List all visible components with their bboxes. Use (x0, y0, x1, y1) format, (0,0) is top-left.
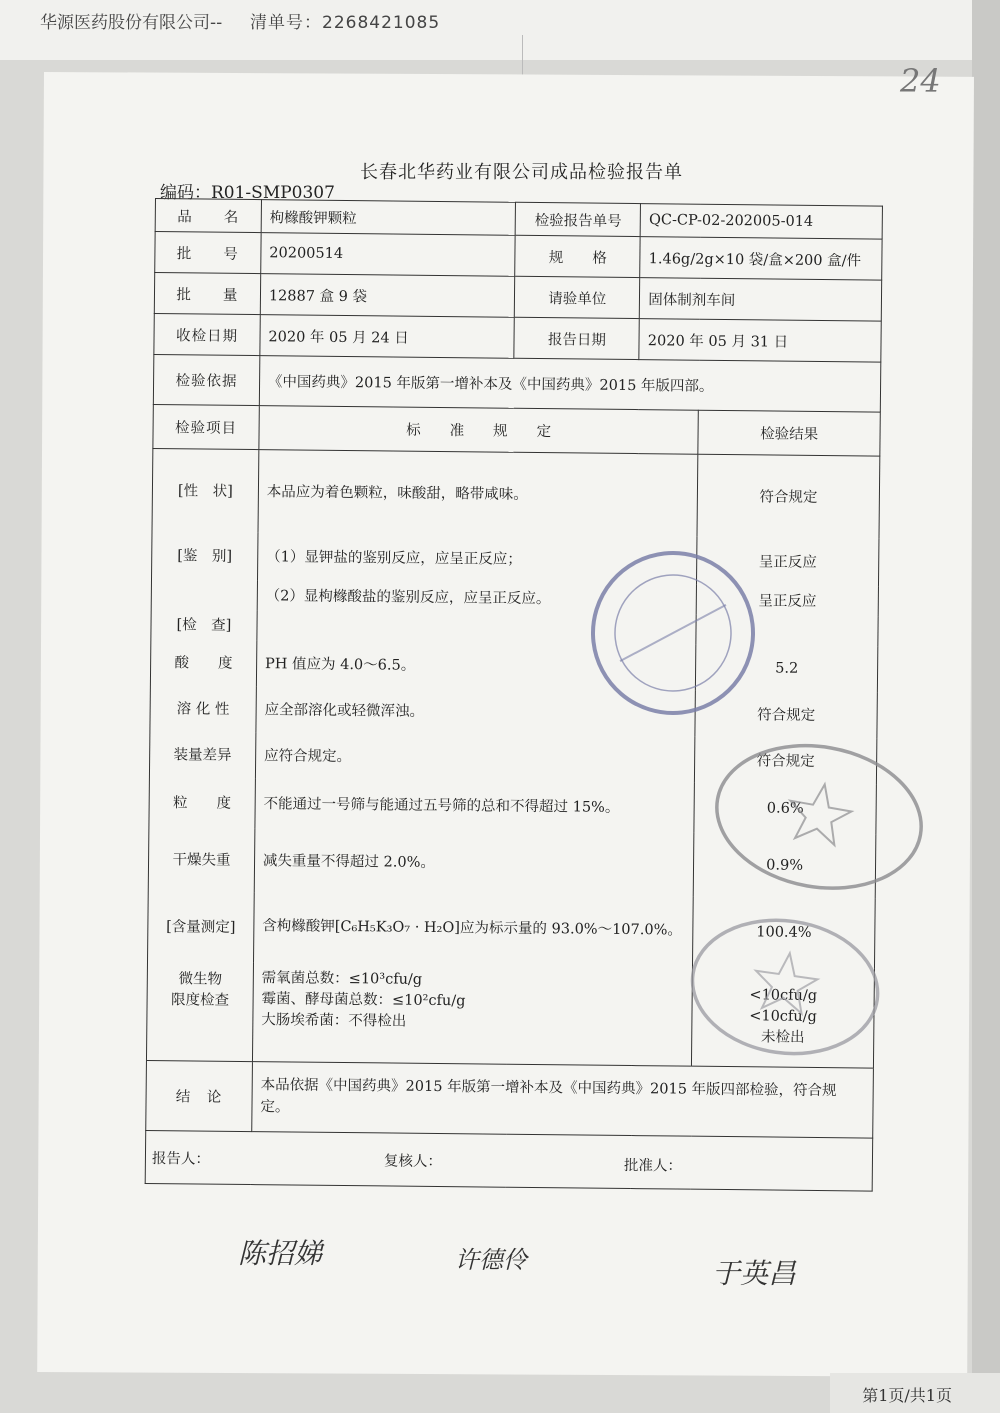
item-fill-variation: 装量差异 (149, 730, 255, 777)
label-report-no: 检验报告单号 (516, 202, 641, 236)
item-microbial-line1: 微生物 (178, 970, 223, 988)
header-list-no (250, 8, 440, 33)
item-particle-size: 粒 度 (149, 776, 255, 827)
signature-cell (145, 1130, 873, 1191)
label-conclusion: 结 论 (146, 1060, 253, 1131)
doc-code: 编码：R01-SMP0307 (160, 183, 335, 203)
label-product: 品 名 (155, 199, 261, 233)
label-qty: 批 量 (154, 273, 260, 315)
value-report-date: 2020 年 05 月 31 日 (639, 319, 881, 363)
table-row (153, 404, 880, 456)
table-row (152, 448, 880, 538)
table-row (150, 638, 877, 692)
value-qty: 12887 盒 9 袋 (260, 274, 515, 318)
std-microbial-aerobic: 需氧菌总数：≤10³cfu/g (261, 969, 423, 988)
std-acidity: PH 值应为 4.0～6.5。 (256, 640, 696, 691)
res-microbial-ecoli: 未检出 (760, 1028, 805, 1046)
std-fill-variation: 应符合规定。 (255, 732, 695, 783)
page-indicator-text: 第1页/共1页 (862, 1386, 952, 1405)
item-appearance: [性 状] (152, 448, 259, 531)
label-recv-date: 收检日期 (154, 313, 260, 355)
item-loss-on-drying: 干燥失重 (148, 826, 255, 891)
res-loss-on-drying: 0.9% (693, 832, 875, 898)
table-row (150, 684, 877, 738)
res-solubility: 符合规定 (695, 690, 877, 738)
std-microbial-ecoli: 大肠埃希菌：不得检出 (261, 1011, 407, 1030)
value-batch: 20200514 (261, 233, 516, 277)
header-list-no-value: 2268421085 (322, 13, 441, 33)
label-requester: 请验单位 (515, 276, 640, 318)
res-fill-variation: 符合规定 (695, 736, 877, 784)
value-basis: 《中国药典》2015 年版第一增补本及《中国药典》2015 年版四部。 (259, 356, 881, 413)
value-conclusion: 本品依据《中国药典》2015 年版第一增补本及《中国药典》2015 年版四部检验，符合规定。 (252, 1062, 874, 1139)
std-particle-size: 不能通过一号筛与能通过五号筛的总和不得超过 15%。 (255, 778, 695, 833)
label-batch: 批 号 (155, 232, 261, 274)
item-solubility: 溶 化 性 (150, 684, 256, 731)
std-loss-on-drying: 减失重量不得超过 2.0%。 (254, 828, 694, 897)
item-identification: [鉴 别] (152, 530, 258, 579)
std-microbial (252, 962, 692, 1067)
scan-margin (972, 0, 1000, 1413)
res-assay: 100.4% (693, 896, 876, 968)
item-identification-2 (151, 578, 257, 609)
reviewer-label: 复核人： (383, 1153, 443, 1171)
value-product: 枸橼酸钾颗粒 (261, 200, 516, 236)
approver-signature: 于英昌 (712, 1257, 797, 1290)
value-recv-date: 2020 年 05 月 24 日 (260, 315, 515, 359)
res-microbial-mold: <10cfu/g (749, 1007, 817, 1025)
res-identification-1: 呈正反应 (697, 536, 879, 586)
header-standard: 标 准 规 定 (259, 406, 699, 455)
value-spec: 1.46g/2g×10 袋/盒×200 盒/件 (640, 237, 882, 281)
res-appearance: 符合规定 (697, 454, 880, 538)
table-row (153, 354, 880, 412)
std-solubility: 应全部溶化或轻微浑浊。 (256, 686, 696, 737)
label-basis: 检验依据 (153, 354, 259, 405)
value-report-no: QC-CP-02-202005-014 (640, 204, 882, 240)
res-particle-size: 0.6% (694, 782, 876, 834)
item-microbial-line2: 限度检查 (170, 991, 230, 1009)
std-appearance: 本品应为着色颗粒，味酸甜，略带咸味。 (258, 450, 698, 537)
fax-header-strip (0, 0, 1000, 60)
reporter-label: 报告人： (151, 1151, 211, 1168)
item-microbial (146, 960, 253, 1061)
approver-label: 批准人： (623, 1157, 682, 1175)
handwritten-page-mark: 24 (900, 62, 941, 100)
label-report-date: 报告日期 (514, 317, 639, 359)
reporter-signature: 陈招娣 (238, 1237, 323, 1270)
header-company: 华源医药股份有限公司-- (40, 13, 223, 33)
table-row (146, 1060, 874, 1138)
res-microbial-aerobic: <10cfu/g (749, 986, 818, 1004)
signature-row (145, 1130, 873, 1191)
header-result: 检验结果 (698, 410, 880, 456)
header-item: 检验项目 (153, 404, 259, 449)
res-acidity: 5.2 (696, 644, 878, 692)
report-title: 长春北华药业有限公司成品检验报告单 (360, 162, 683, 183)
item-acidity: 酸 度 (150, 638, 256, 685)
label-spec: 规 格 (515, 235, 640, 277)
item-assay: [含量测定] (148, 890, 255, 961)
item-checks: [检 查] (151, 608, 257, 639)
std-identification-1: （1）显钾盐的鉴别反应，应呈正反应； (257, 532, 697, 585)
reviewer-signature: 许德伶 (455, 1246, 527, 1274)
table-row (152, 530, 879, 586)
std-microbial-mold: 霉菌、酵母菌总数：≤10²cfu/g (261, 990, 466, 1009)
res-identification-2: 呈正反应 (696, 584, 878, 616)
page-indicator (830, 1373, 1000, 1413)
std-identification-2: （2）显枸橼酸盐的鉴别反应，应呈正反应。 (257, 580, 697, 615)
std-assay: 含枸橼酸钾[C₆H₅K₃O₇ · H₂O]应为标示量的 93.0%～107.0%。 (253, 892, 693, 967)
header-list-no-label: 清单号： (250, 13, 322, 33)
value-requester: 固体制剂车间 (640, 278, 882, 322)
